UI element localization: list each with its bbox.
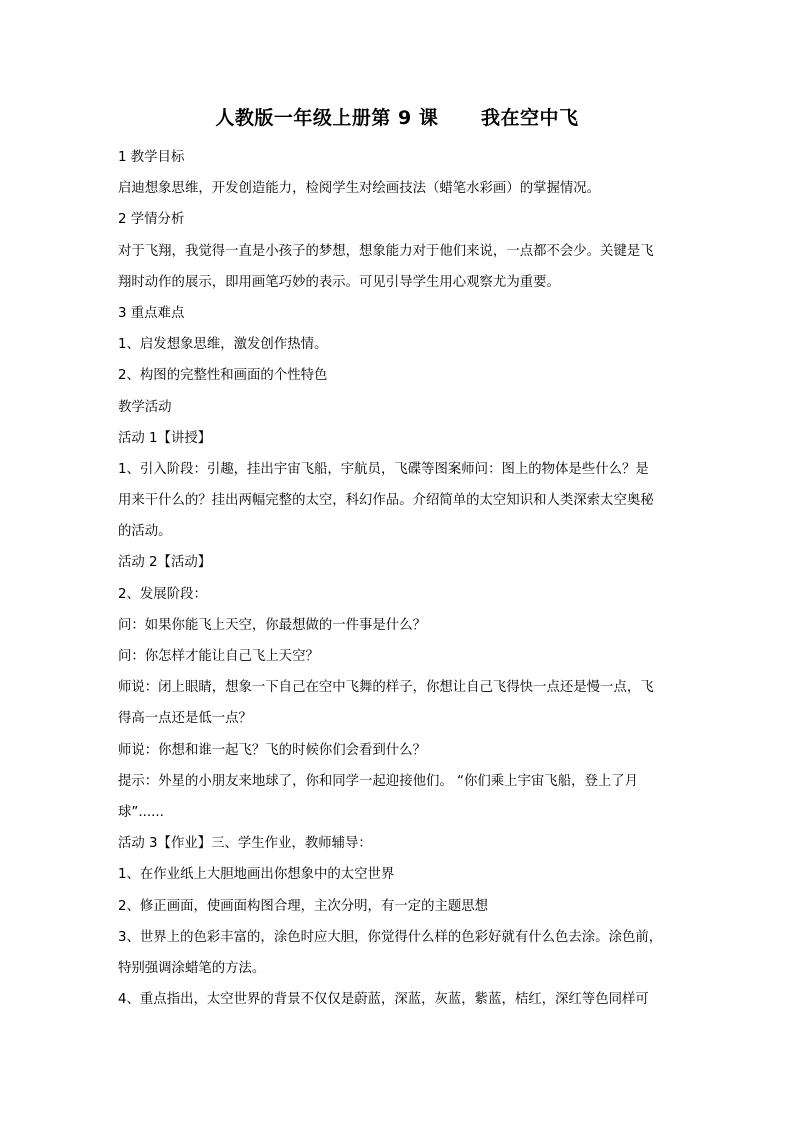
body-line: 2、修正画面，使画面构图合理，主次分明，有一定的主题思想: [118, 898, 489, 914]
body-line: 问：你怎样才能让自己飞上天空？: [118, 649, 319, 664]
body-line-activity-heading: 活动 2【活动】: [118, 555, 212, 571]
body-line: 启迪想象思维，开发创造能力，检阅学生对绘画技法（蜡笔水彩画）的掌握情况。: [118, 181, 601, 197]
body-line: 师说：闭上眼睛，想象一下自己在空中飞舞的样子，你想让自己飞得快一点还是慢一点，飞: [118, 680, 654, 696]
body-line: 特别强调涂蜡笔的方法。: [118, 960, 266, 976]
body-line: 翔时动作的展示，即用画笔巧妙的表示。可见引导学生用心观察尤为重要。: [118, 274, 560, 290]
body-line-activity-heading: 活动 1【讲授】: [118, 430, 212, 446]
body-line: 的活动。: [118, 524, 172, 540]
document-body: [118, 142, 688, 1015]
body-line: 3、世界上的色彩丰富的，涂色时应大胆，你觉得什么样的色彩好就有什么色去涂。涂色前，: [118, 929, 663, 945]
body-line: 得高一点还是低一点？: [118, 711, 252, 727]
body-line: 对于飞翔，我觉得一直是小孩子的梦想，想象能力对于他们来说，一点都不会少。关键是飞: [118, 243, 654, 259]
body-line: 2、发展阶段：: [118, 586, 207, 602]
body-line: 2、构图的完整性和画面的个性特色: [118, 368, 328, 384]
body-line: 问：如果你能飞上天空，你最想做的一件事是什么？: [118, 617, 426, 633]
body-line: 球”......: [118, 804, 164, 820]
body-line-section-heading: 教学活动: [118, 399, 172, 415]
body-line: 1、在作业纸上大胆地画出你想象中的太空世界: [118, 867, 395, 883]
document-title: 人教版一年级上册第 9 课 我在空中飞: [215, 107, 579, 129]
body-line: 1、启发想象思维，激发创作热情。: [118, 337, 328, 353]
body-line-section-heading: 2 学情分析: [118, 212, 185, 228]
body-line: 4、重点指出，太空世界的背景不仅仅是蔚蓝，深蓝，灰蓝，紫蓝，桔红，深红等色同样可: [118, 992, 649, 1008]
body-line: 师说：你想和谁一起飞？飞的时候你们会看到什么？: [118, 742, 426, 758]
body-line-section-heading: 3 重点难点: [118, 305, 185, 321]
body-line-section-heading: 1 教学目标: [118, 150, 185, 165]
body-line: 用来干什么的？挂出两幅完整的太空，科幻作品。介绍简单的太空知识和人类深索太空奥秘: [118, 493, 654, 509]
body-line: 提示：外星的小朋友来地球了，你和同学一起迎接他们。 “你们乘上宇宙飞船，登上了月: [118, 773, 639, 789]
body-line-activity-heading: 活动 3【作业】三、学生作业，教师辅导：: [118, 836, 372, 852]
body-line: 1、引入阶段：引趣，挂出宇宙飞船，宇航员，飞碟等图案师问：图上的物体是些什么？是: [118, 461, 649, 477]
